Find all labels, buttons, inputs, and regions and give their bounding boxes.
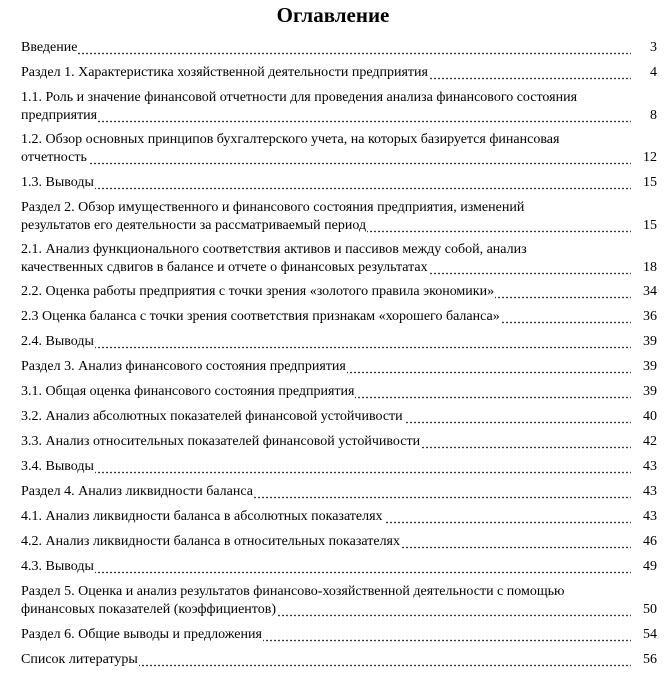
toc-page-number: 39 [633, 383, 657, 401]
toc-page-number: 39 [633, 358, 657, 376]
toc-entry-text: 2.3 Оценка баланса с точки зрения соответствия признакам «хорошего баланса» [21, 309, 500, 324]
toc-entry[interactable] [21, 333, 657, 351]
toc-entry-text: Раздел 3. Анализ финансового состояния предприятия [21, 359, 346, 374]
toc-page-number: 34 [633, 283, 657, 301]
toc-entry-text: Список литературы [21, 652, 138, 667]
toc-entry-text: Раздел 1. Характеристика хозяйственной деятельности предприятия [21, 65, 428, 80]
toc-entry[interactable] [21, 39, 657, 57]
toc-entry-text: 2.1. Анализ функционального соответствия активов и пассивов между собой, анализ [21, 242, 527, 257]
toc-page-number: 42 [633, 433, 657, 451]
toc-entry[interactable] [21, 131, 657, 167]
toc-entry-text: Раздел 5. Оценка и анализ результатов финансово-хозяйственной деятельности с помощью [21, 584, 565, 599]
toc-entry-text: 1.2. Обзор основных принципов бухгалтерского учета, на которых базируется финансовая [21, 132, 560, 147]
toc-entry[interactable] [21, 241, 657, 277]
toc-entry[interactable] [21, 283, 657, 301]
toc-entry-text: предприятия [21, 108, 98, 123]
toc-entry[interactable] [21, 89, 657, 125]
toc-page-number: 43 [633, 483, 657, 501]
toc-entry[interactable] [21, 358, 657, 376]
toc-entry[interactable] [21, 651, 657, 669]
toc-entry-text: качественных сдвигов в балансе и отчете о финансовых результатах [21, 260, 428, 275]
toc-entry-text: 3.3. Анализ относительных показателей финансовой устойчивости [21, 434, 421, 449]
toc-entry[interactable] [21, 199, 657, 235]
toc-entry[interactable] [21, 308, 657, 326]
toc-entry-text: 1.3. Выводы [21, 175, 94, 190]
toc-entry[interactable] [21, 458, 657, 476]
toc-page-number: 54 [633, 626, 657, 644]
toc-entry[interactable] [21, 626, 657, 644]
toc-title: Оглавление [276, 3, 390, 27]
toc-page-number: 12 [633, 149, 657, 167]
toc-entry-text: финансовых показателей (коэффициентов) [21, 602, 276, 617]
toc-entry-text: 1.1. Роль и значение финансовой отчетности для проведения анализа финансового состояния [21, 90, 578, 105]
toc-entry[interactable] [21, 433, 657, 451]
toc-entry-text: Введение [21, 40, 78, 55]
toc-entry[interactable] [21, 174, 657, 192]
toc-page-number: 56 [633, 651, 657, 669]
toc-entry-text: 4.3. Выводы [21, 559, 94, 574]
toc-page-number: 3 [633, 39, 657, 57]
toc-entry[interactable] [21, 508, 657, 526]
toc-entry[interactable] [21, 64, 657, 82]
toc-entry-text: 2.2. Оценка работы предприятия с точки зрения «золотого правила экономики» [21, 284, 495, 299]
toc-page-number: 4 [633, 64, 657, 82]
toc-page-number: 36 [633, 308, 657, 326]
toc-page-number: 43 [633, 508, 657, 526]
toc-page-number: 18 [633, 259, 657, 277]
toc-entry[interactable] [21, 583, 657, 619]
toc-entry[interactable] [21, 533, 657, 551]
toc-page-number: 50 [633, 601, 657, 619]
toc-entry-text: Раздел 2. Обзор имущественного и финансового состояния предприятия, изменений [21, 200, 525, 215]
toc-page-number: 49 [633, 558, 657, 576]
toc-entry-text: Раздел 6. Общие выводы и предложения [21, 627, 262, 642]
toc-page-number: 8 [633, 107, 657, 125]
toc-entry[interactable] [21, 483, 657, 501]
toc-entry-text: 3.2. Анализ абсолютных показателей финансовой устойчивости [21, 409, 403, 424]
toc-entry-text: 3.1. Общая оценка финансового состояния предприятия [21, 384, 355, 399]
toc-entry-text: 4.2. Анализ ликвидности баланса в относительных показателях [21, 534, 400, 549]
toc-entry[interactable] [21, 558, 657, 576]
toc-entry-text: отчетность [21, 150, 87, 165]
toc-entry-text: результатов его деятельности за рассматриваемый период [21, 218, 367, 233]
toc-entry-text: 3.4. Выводы [21, 459, 94, 474]
toc-page-number: 15 [633, 174, 657, 192]
toc-page-number: 39 [633, 333, 657, 351]
toc-entry-text: Раздел 4. Анализ ликвидности баланса [21, 484, 253, 499]
toc-entry-text: 4.1. Анализ ликвидности баланса в абсолютных показателях [21, 509, 383, 524]
toc-page-number: 15 [633, 217, 657, 235]
toc-entry-text: 2.4. Выводы [21, 334, 94, 349]
toc-page-number: 43 [633, 458, 657, 476]
toc-page-number: 40 [633, 408, 657, 426]
toc-entry[interactable] [21, 383, 657, 401]
toc-page-number: 46 [633, 533, 657, 551]
toc-entry[interactable] [21, 408, 657, 426]
